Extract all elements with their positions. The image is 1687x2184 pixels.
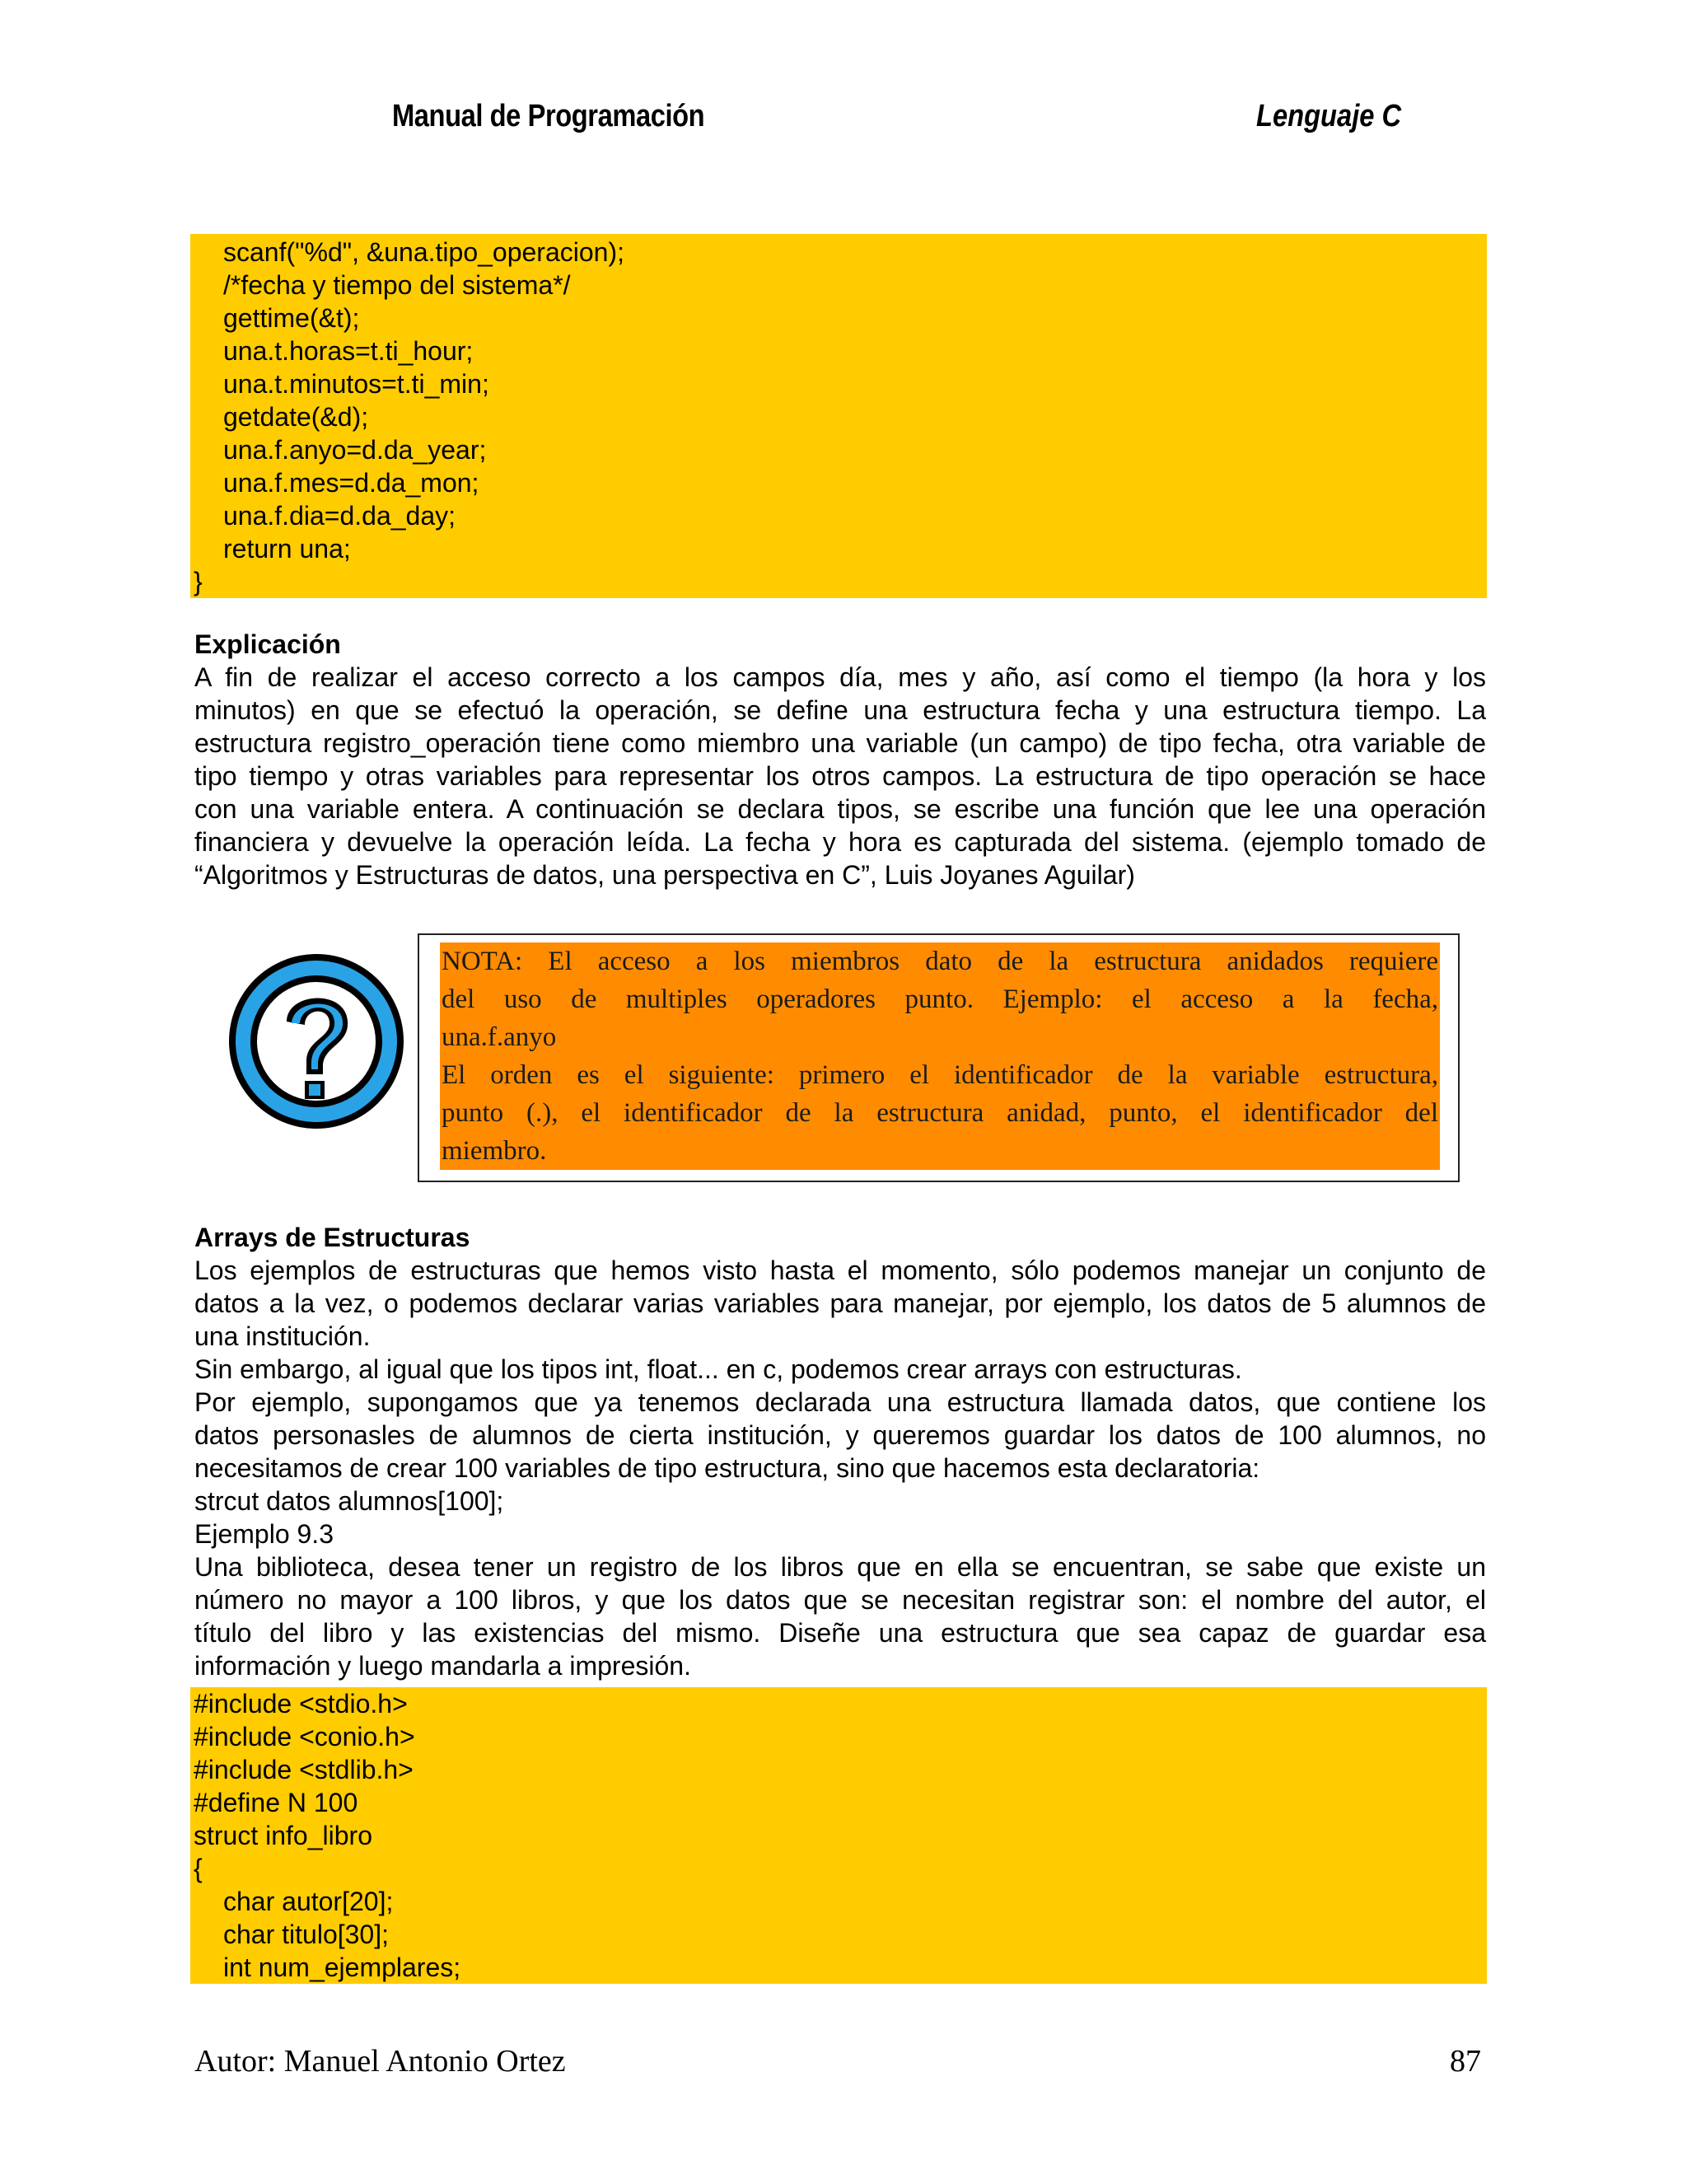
- text-line: minutos) en que se efectuó la operación, se define una estructura fecha y una estructura tiempo. La: [194, 695, 1486, 725]
- text-line: Sin embargo, al igual que los tipos int, float... en c, podemos crear arrays con estructuras.: [194, 1354, 1242, 1384]
- code-line: char autor[20];: [223, 1887, 394, 1916]
- code-line: char titulo[30];: [223, 1920, 389, 1949]
- code-line: getdate(&d);: [223, 402, 369, 432]
- code-line: return una;: [223, 534, 351, 564]
- code-line: struct info_libro: [194, 1821, 372, 1850]
- note-line: miembro.: [442, 1136, 547, 1166]
- arrays-heading: Arrays de Estructuras: [194, 1223, 470, 1252]
- code-line: gettime(&t);: [223, 303, 360, 333]
- header-language-title: Lenguaje C: [1256, 99, 1402, 133]
- code-line: una.f.anyo=d.da_year;: [223, 435, 487, 465]
- code-line: #include <stdlib.h>: [194, 1755, 414, 1784]
- code-block-2: [190, 1687, 1487, 1984]
- code-line: }: [194, 567, 203, 596]
- text-line: con una variable entera. A continuación se declara tipos, se escribe una función que lee una operación: [194, 794, 1486, 824]
- text-line: Por ejemplo, supongamos que ya tenemos declarada una estructura llamada datos, que contiene los: [194, 1387, 1486, 1417]
- text-line: Ejemplo 9.3: [194, 1519, 334, 1549]
- text-line: datos personasles de alumnos de cierta institución, y queremos guardar los datos de 100 alumnos, no: [194, 1420, 1486, 1450]
- text-line: información y luego mandarla a impresión.: [194, 1651, 691, 1681]
- header-manual-title: Manual de Programación: [392, 99, 705, 133]
- code-line: una.f.dia=d.da_day;: [223, 501, 456, 531]
- code-line: una.f.mes=d.da_mon;: [223, 468, 479, 498]
- note-line: El orden es el siguiente: primero el identificador de la variable estructura,: [442, 1060, 1438, 1090]
- page-number: 87: [1450, 2044, 1481, 2079]
- note-line: punto (.), el identificador de la estructura anidad, punto, el identificador del: [442, 1098, 1438, 1128]
- code-block-1: [190, 234, 1487, 598]
- text-line: título del libro y las existencias del mismo. Diseñe una estructura que sea capaz de guardar esa: [194, 1618, 1486, 1648]
- text-line: datos a la vez, o podemos declarar varias variables para manejar, por ejemplo, los datos de 5 alumnos de: [194, 1288, 1486, 1318]
- code-line: int num_ejemplares;: [223, 1953, 461, 1982]
- code-line: una.t.minutos=t.ti_min;: [223, 369, 489, 399]
- note-line: del uso de multiples operadores punto. Ejemplo: el acceso a la fecha,: [442, 984, 1438, 1014]
- text-line: Una biblioteca, desea tener un registro de los libros que en ella se encuentran, se sabe que existe un: [194, 1552, 1486, 1582]
- explicacion-paragraph: [194, 661, 1486, 891]
- text-line: necesitamos de crear 100 variables de tipo estructura, sino que hacemos esta declaratoria:: [194, 1453, 1260, 1483]
- note-box: [440, 942, 1440, 1170]
- footer-author: Autor: Manuel Antonio Ortez: [194, 2044, 566, 2079]
- code-line: scanf("%d", &una.tipo_operacion);: [223, 237, 624, 267]
- text-line: estructura registro_operación tiene como miembro una variable (un campo) de tipo fecha, otra variable de: [194, 728, 1486, 758]
- code-line: #include <conio.h>: [194, 1722, 415, 1751]
- text-line: una institución.: [194, 1321, 371, 1351]
- question-mark-icon: [221, 946, 412, 1137]
- arrays-paragraph: [194, 1254, 1486, 1682]
- note-line: una.f.anyo: [442, 1022, 557, 1052]
- text-line: financiera y devuelve la operación leída. La fecha y hora es capturada del sistema. (ejemplo tomado de: [194, 827, 1486, 857]
- text-line: “Algoritmos y Estructuras de datos, una perspectiva en C”, Luis Joyanes Aguilar): [194, 860, 1135, 890]
- code-line: /*fecha y tiempo del sistema*/: [223, 270, 571, 300]
- text-line: número no mayor a 100 libros, y que los datos que se necesitan registrar son: el nombre del autor, el: [194, 1585, 1486, 1615]
- code-line: {: [194, 1854, 203, 1883]
- note-line: NOTA: El acceso a los miembros dato de la estructura anidados requiere: [442, 947, 1438, 976]
- text-line: strcut datos alumnos[100];: [194, 1486, 504, 1516]
- code-line: #define N 100: [194, 1788, 358, 1817]
- explicacion-heading: Explicación: [194, 629, 341, 659]
- text-line: Los ejemplos de estructuras que hemos visto hasta el momento, sólo podemos manejar un conjunto de: [194, 1256, 1486, 1285]
- text-line: tipo tiempo y otras variables para representar los otros campos. La estructura de tipo operación se hace: [194, 761, 1486, 791]
- code-line: una.t.horas=t.ti_hour;: [223, 336, 474, 366]
- code-line: #include <stdio.h>: [194, 1689, 408, 1719]
- text-line: A fin de realizar el acceso correcto a los campos día, mes y año, así como el tiempo (la hora y los: [194, 662, 1486, 692]
